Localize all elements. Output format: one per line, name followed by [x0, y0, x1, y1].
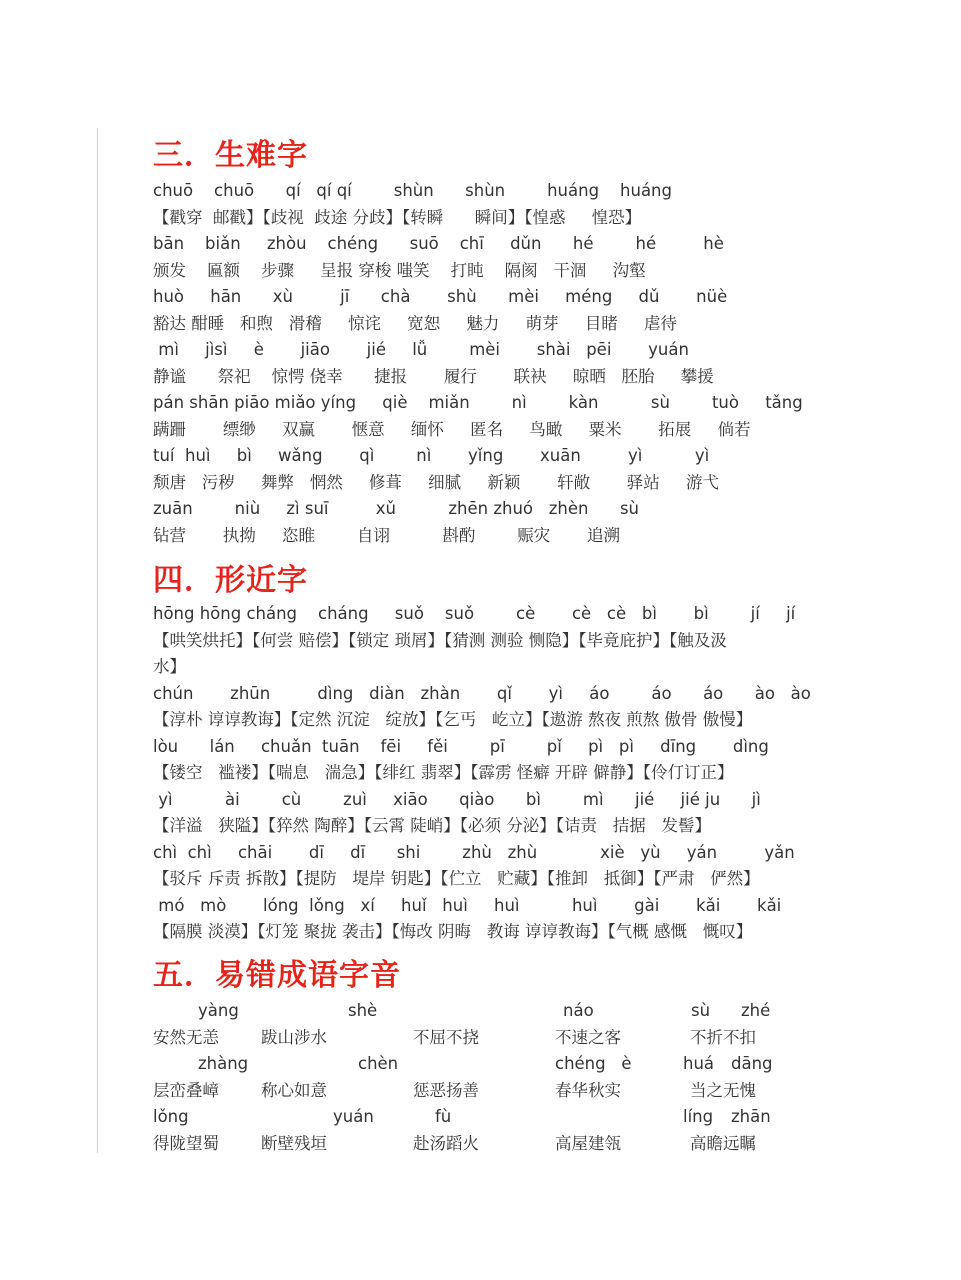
section-idiom-pronunciation: [153, 998, 873, 1157]
section-rare-characters: [153, 178, 873, 549]
idiom: 跋山涉水: [261, 1027, 327, 1047]
pinyin-row: [153, 998, 873, 1025]
section-heading-rare-characters: 三．生难字: [153, 138, 308, 173]
pinyin: líng: [683, 1107, 714, 1126]
pinyin: chèn: [358, 1054, 399, 1073]
idiom: 断壁残垣: [261, 1133, 327, 1153]
pinyin: sù: [691, 1001, 711, 1020]
idiom: 当之无愧: [690, 1080, 756, 1100]
idiom: 不屈不挠: [413, 1027, 479, 1047]
pinyin-line: huò hān xù jī chà shù mèi méng dǔ nüè: [153, 287, 728, 306]
hanzi-line: 水】: [153, 657, 186, 676]
hanzi-line: 颁发 匾额 步骤 呈报 穿梭 嗤笑 打盹 隔阂 干涸 沟壑: [153, 260, 646, 280]
pinyin-line: mì jìsì è jiāo jié lǚ mèi shài pēi yuán: [153, 340, 689, 359]
pinyin: chéng è: [555, 1054, 632, 1073]
pinyin-row: [153, 1104, 873, 1131]
pinyin-line: pán shān piāo miǎo yíng qiè miǎn nì kàn sù tuò tǎng: [153, 393, 803, 412]
pinyin-line: zuān niù zì suī xǔ zhēn zhuó zhèn sù: [153, 499, 640, 518]
hanzi-line: 蹒跚 缥缈 双赢 惬意 缅怀 匿名 鸟瞰 粟米 拓展 倘若: [153, 419, 751, 439]
hanzi-line: 钻营 执拗 恣睢 自诩 斟酌 赈灾 追溯: [153, 525, 621, 545]
hanzi-line: 【洋溢 狭隘】【猝然 陶醉】【云霄 陡峭】【必须 分泌】【诘责 拮据 发髻】: [153, 816, 711, 835]
pinyin: huá: [683, 1054, 715, 1073]
idiom: 高屋建瓴: [555, 1133, 621, 1153]
pinyin-line: yì ài cù zuì xiāo qiào bì mì jié jié ju jì: [153, 789, 761, 809]
idiom-row: [153, 1131, 873, 1158]
pinyin-line: chuō chuō qí qí qí shùn shùn huáng huáng: [153, 181, 672, 200]
pinyin: fù: [435, 1107, 452, 1126]
pinyin: zhé: [741, 1001, 771, 1020]
hanzi-line: 【隔膜 淡漠】【灯笼 聚拢 袭击】【悔改 阴晦 教诲 谆谆教诲】【气概 感慨 慨叹】: [153, 922, 753, 941]
idiom: 赴汤蹈火: [413, 1133, 479, 1153]
idiom: 层峦叠嶂: [153, 1080, 219, 1100]
pinyin-row: [153, 1051, 873, 1078]
pinyin: zhān: [731, 1107, 771, 1126]
idiom: 得陇望蜀: [153, 1133, 219, 1153]
pinyin-line: chì chì chāi dī dī shi zhù zhù xiè yù yán yǎn: [153, 842, 795, 862]
hanzi-line: 豁达 酣睡 和煦 滑稽 惊诧 宽恕 魅力 萌芽 目睹 虐待: [153, 313, 678, 333]
hanzi-line: 静谧 祭祀 惊愕 侥幸 捷报 履行 联袂 晾晒 胚胎 攀援: [153, 366, 714, 386]
hanzi-line: 【淳朴 谆谆教诲】【定然 沉淀 绽放】【乞丐 屹立】【遨游 熬夜 煎熬 傲骨 傲慢】: [153, 710, 753, 729]
pinyin: dāng: [731, 1054, 773, 1073]
section-heading-similar-characters: 四．形近字: [153, 563, 308, 598]
pinyin-line: tuí huì bì wǎng qì nì yǐng xuān yì yì: [153, 446, 710, 465]
left-margin-rule: [97, 128, 98, 1153]
idiom: 惩恶扬善: [413, 1080, 479, 1100]
pinyin-line: lòu lán chuǎn tuān fēi fěi pī pǐ pì pì dīng dìng: [153, 736, 769, 756]
idiom-row: [153, 1078, 873, 1105]
idiom: 不速之客: [555, 1027, 621, 1047]
hanzi-line: 【哄笑烘托】【何尝 赔偿】【锁定 琐屑】【猜测 测验 恻隐】【毕竟庇护】【触及汲: [153, 630, 727, 650]
pinyin: yuán: [333, 1107, 374, 1126]
pinyin: zhàng: [198, 1054, 249, 1073]
section-heading-idiom-pronunciation: 五．易错成语字音: [153, 958, 401, 993]
idiom: 春华秋实: [555, 1080, 621, 1100]
idiom-row: [153, 1025, 873, 1052]
hanzi-line: 【戳穿 邮戳】【歧视 歧途 分歧】【转瞬 瞬间】【惶惑 惶恐】: [153, 207, 642, 227]
idiom: 不折不扣: [690, 1027, 756, 1047]
idiom: 安然无恙: [153, 1027, 219, 1047]
idiom: 称心如意: [261, 1080, 327, 1100]
pinyin-line: chún zhūn dìng diàn zhàn qǐ yì áo áo áo ào ào: [153, 683, 811, 703]
idiom: 高瞻远瞩: [690, 1133, 756, 1153]
pinyin: yàng: [198, 1001, 239, 1020]
pinyin: náo: [563, 1001, 594, 1020]
section-similar-characters: [153, 601, 873, 946]
pinyin: lǒng: [153, 1107, 189, 1126]
pinyin-line: bān biǎn zhòu chéng suō chī dǔn hé hé hè: [153, 234, 724, 253]
hanzi-line: 【镂空 褴褛】【喘息 湍急】【绯红 翡翠】【霹雳 怪癖 开辟 僻静】【伶仃订正】: [153, 763, 734, 782]
hanzi-line: 颓唐 污秽 舞弊 惘然 修葺 细腻 新颖 轩敞 驿站 游弋: [153, 472, 720, 492]
pinyin: shè: [348, 1001, 378, 1020]
pinyin-line: hōng hōng cháng cháng suǒ suǒ cè cè cè bì bì jí jí: [153, 604, 796, 623]
hanzi-line: 【驳斥 斥责 拆散】【提防 堤岸 钥匙】【伫立 贮藏】【推卸 抵御】【严肃 俨然】: [153, 869, 760, 888]
pinyin-line: mó mò lóng lǒng xí huǐ huì huì huì gài kǎi kǎi: [153, 895, 782, 915]
